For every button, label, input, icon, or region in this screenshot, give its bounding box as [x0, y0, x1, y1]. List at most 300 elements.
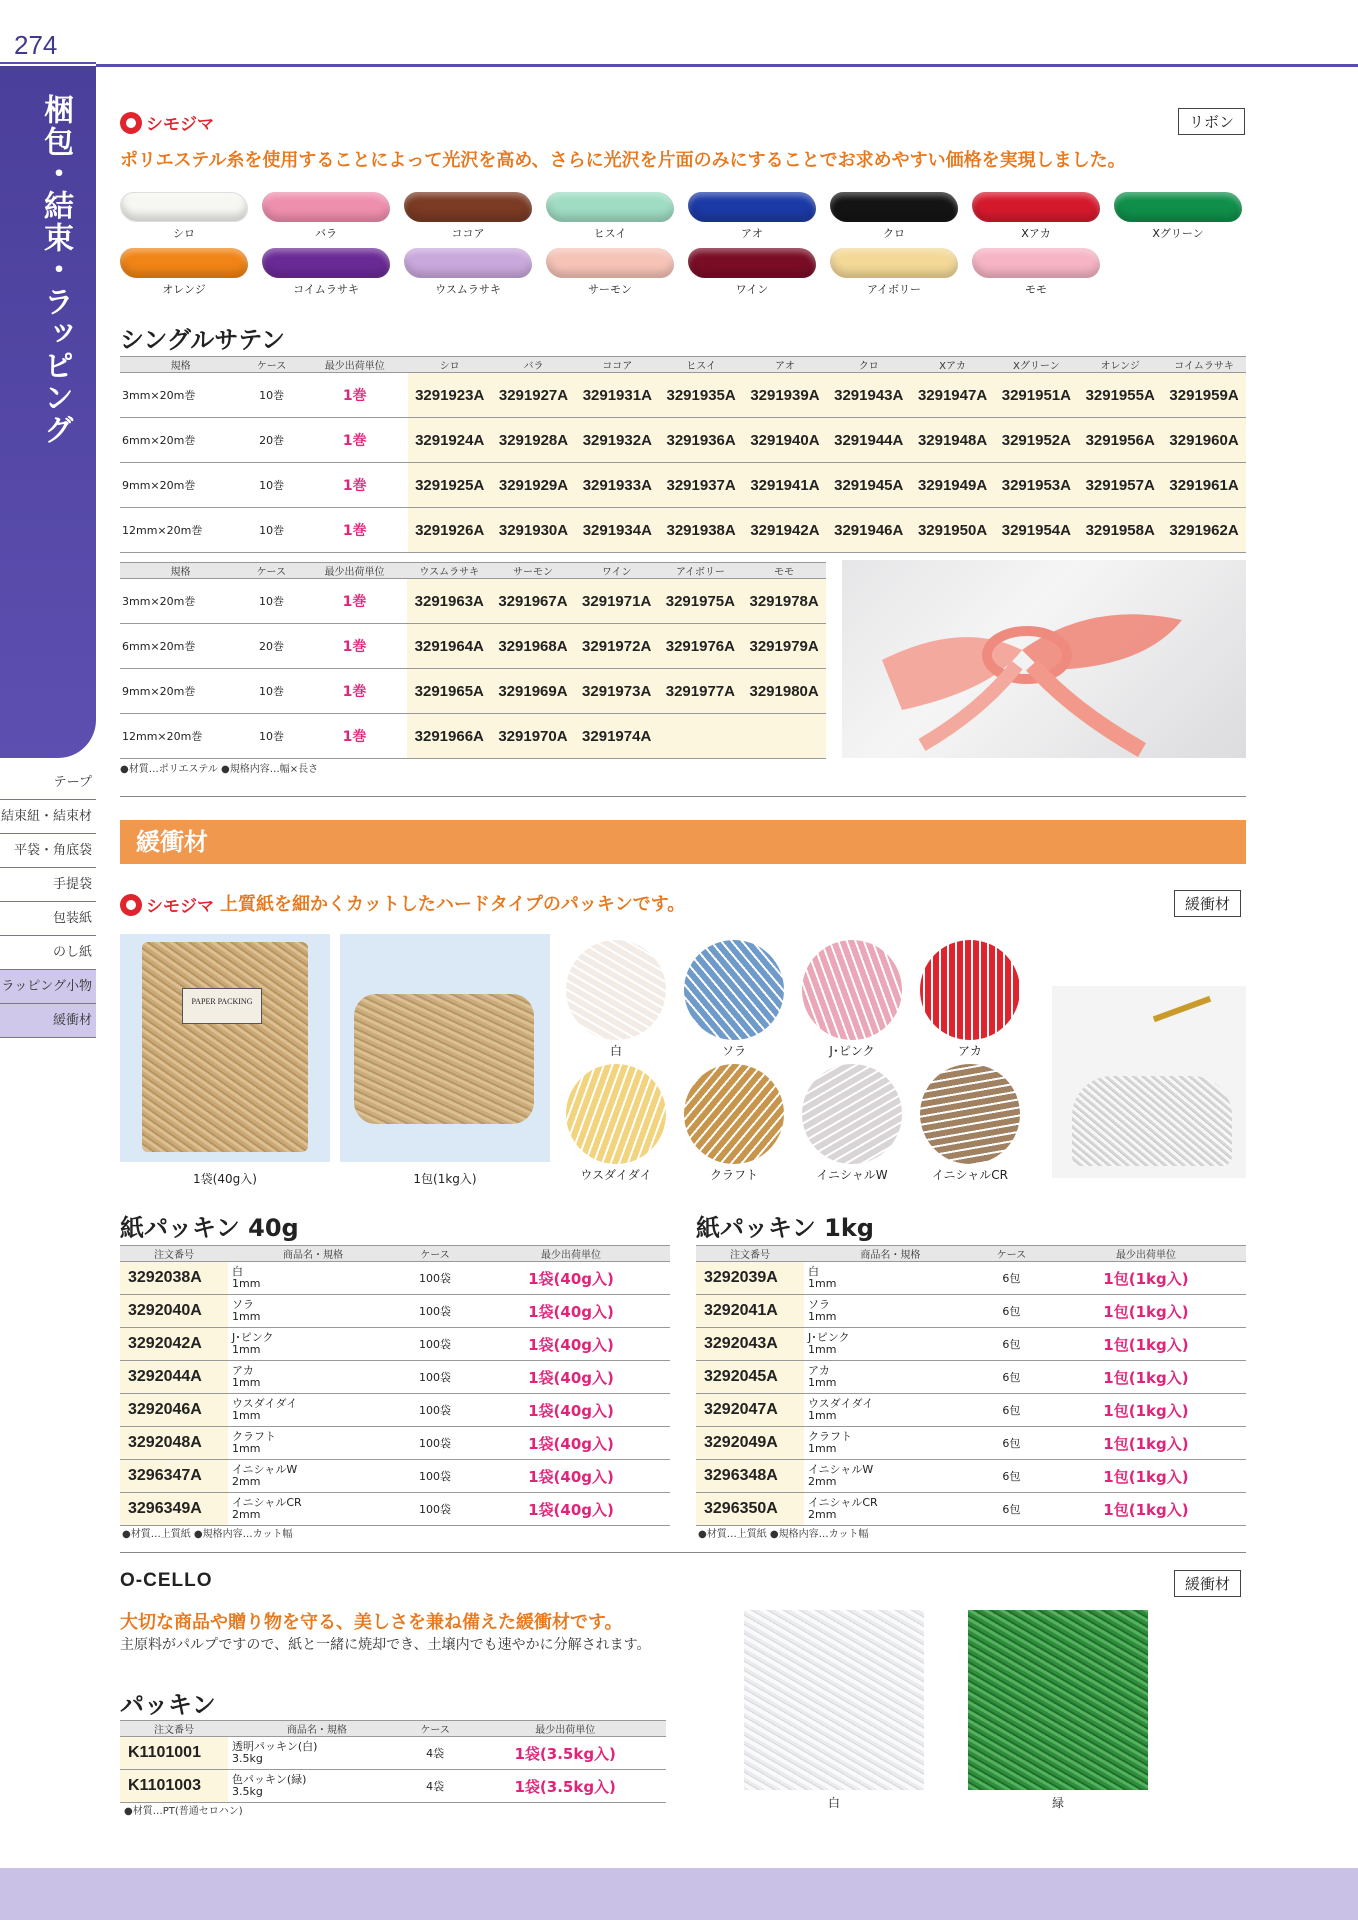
product-name: イニシャルW	[808, 1463, 874, 1476]
table-row	[120, 1460, 670, 1493]
ribbon-swatch	[262, 248, 390, 297]
product-name: アカ	[808, 1364, 830, 1377]
product-size: 1mm	[808, 1376, 837, 1389]
product-name-cell	[804, 1361, 977, 1394]
order-code-cell: 3291938A	[659, 508, 743, 553]
ocello-note: ●材質…PT(普通セロハン)	[124, 1806, 243, 1817]
table-row	[120, 579, 826, 624]
ribbon-color-label: ワイン	[735, 283, 769, 296]
ribbon-color-label: クロ	[883, 227, 905, 240]
min-unit-cell: 1包(1kg入)	[1046, 1262, 1246, 1295]
nav-item-bags[interactable]: 平袋・角底袋	[0, 834, 96, 868]
nav-item-wrapping-goods[interactable]: ラッピング小物	[0, 970, 96, 1004]
case-cell: 10巻	[241, 463, 302, 508]
order-code-cell: 3292045A	[696, 1361, 804, 1394]
order-code-cell: 3291980A	[742, 669, 826, 714]
case-cell: 20巻	[241, 418, 302, 463]
column-header: シロ	[408, 357, 492, 373]
order-code-cell: 3291956A	[1078, 418, 1162, 463]
product-size: 2mm	[232, 1508, 261, 1521]
ribbon-bow-photo	[842, 560, 1246, 758]
min-unit-cell: 1巻	[302, 714, 408, 759]
ribbon-swatch	[688, 192, 816, 241]
case-cell: 100袋	[398, 1361, 472, 1394]
product-name: ウスダイダイ	[808, 1397, 874, 1410]
ribbon-swatch	[688, 248, 816, 297]
ribbon-color-label: ウスムラサキ	[435, 283, 501, 296]
column-header: 商品名・規格	[228, 1721, 406, 1737]
cushion-section-band: 緩衝材	[120, 820, 1246, 864]
order-code-cell: 3291941A	[743, 463, 827, 508]
ribbon-14-color	[830, 248, 958, 278]
table-row	[120, 1295, 670, 1328]
order-code-cell: 3291933A	[575, 463, 659, 508]
min-unit-cell: 1巻	[302, 373, 408, 418]
column-header: ワイン	[575, 563, 659, 579]
satin-table-2	[120, 562, 826, 759]
column-header: ウスムラサキ	[407, 563, 491, 579]
spec-cell: 9mm×20m巻	[120, 669, 241, 714]
ribbon-color-label: アイボリー	[866, 283, 921, 296]
order-code-cell: 3292040A	[120, 1295, 228, 1328]
ribbon-color-label: アオ	[741, 227, 763, 240]
table-row	[120, 1737, 666, 1770]
bag-40g-caption: 1袋(40g入)	[193, 1172, 257, 1186]
packing-swatch-1	[566, 940, 666, 1040]
order-code-cell: 3291954A	[994, 508, 1078, 553]
table-row	[120, 1361, 670, 1394]
nav-item-noshi[interactable]: のし紙	[0, 936, 96, 970]
table-row	[696, 1394, 1246, 1427]
case-cell: 100袋	[398, 1328, 472, 1361]
nav-item-cushioning[interactable]: 緩衝材	[0, 1004, 96, 1038]
brand-logo-2: シモジマ	[120, 892, 214, 917]
order-code-cell: 3292044A	[120, 1361, 228, 1394]
ribbon-6-color	[830, 192, 958, 222]
order-code-cell: 3291923A	[408, 373, 492, 418]
ribbon-color-label: Xアカ	[1021, 227, 1051, 240]
product-name-cell	[228, 1394, 398, 1427]
product-size: 2mm	[232, 1475, 261, 1488]
spec-cell: 12mm×20m巻	[120, 714, 241, 759]
page-number: 274	[14, 30, 58, 60]
order-code-cell: 3291978A	[742, 579, 826, 624]
table-row	[120, 1394, 670, 1427]
case-cell: 100袋	[398, 1394, 472, 1427]
ribbon-15-color	[972, 248, 1100, 278]
min-unit-cell: 1巻	[302, 508, 408, 553]
product-name: 透明パッキン(白)	[232, 1740, 318, 1753]
ribbon-color-label: シロ	[173, 227, 195, 240]
min-unit-cell: 1袋(40g入)	[472, 1493, 670, 1526]
order-code-cell: 3291934A	[575, 508, 659, 553]
packing-swatch-label: 白	[609, 1044, 622, 1058]
column-header: ケース	[398, 1246, 472, 1262]
bag-label: PAPER PACKING	[182, 988, 262, 1024]
product-name-cell	[228, 1770, 406, 1803]
column-header: 最少出荷単位	[472, 1246, 670, 1262]
product-name: イニシャルCR	[808, 1496, 878, 1509]
order-code-cell: 3291924A	[408, 418, 492, 463]
product-name-cell	[804, 1295, 977, 1328]
case-cell: 6包	[977, 1394, 1046, 1427]
ribbon-color-label: コイムラサキ	[293, 283, 359, 296]
case-cell: 4袋	[406, 1770, 465, 1803]
order-code-cell: 3291973A	[575, 669, 659, 714]
ocello-catchcopy: 大切な商品や贈り物を守る、美しさを兼ね備えた緩衝材です。	[120, 1612, 623, 1633]
nav-item-binding[interactable]: 結束紐・結束材	[0, 800, 96, 834]
spec-cell: 6mm×20m巻	[120, 418, 241, 463]
category-tag-2: 緩衝材	[1174, 890, 1241, 917]
column-header: オレンジ	[1078, 357, 1162, 373]
case-cell: 6包	[977, 1361, 1046, 1394]
product-name: J･ピンク	[232, 1331, 274, 1344]
table-row	[120, 1427, 670, 1460]
spec-cell: 12mm×20m巻	[120, 508, 241, 553]
satin-table-1	[120, 356, 1246, 553]
order-code-cell: 3291947A	[911, 373, 995, 418]
table-row	[696, 1361, 1246, 1394]
case-cell: 6包	[977, 1460, 1046, 1493]
product-size: 1mm	[232, 1343, 261, 1356]
product-name-cell	[228, 1295, 398, 1328]
chapter-title: 梱包・結束・ラッピング	[38, 94, 73, 446]
ribbon-swatch	[262, 192, 390, 241]
packing-swatch-3	[802, 940, 902, 1040]
product-size: 3.5kg	[232, 1752, 263, 1765]
order-code-cell: 3291968A	[491, 624, 575, 669]
case-cell: 10巻	[241, 669, 302, 714]
packing-swatch-7	[802, 1064, 902, 1164]
ribbon-catchcopy: ポリエステル糸を使用することによって光沢を高め、さらに光沢を片面のみにすることでお求めやすい価格を実現しました。	[120, 150, 1126, 171]
packing-swatch-label: イニシャルCR	[932, 1168, 1008, 1182]
min-unit-cell: 1袋(40g入)	[472, 1262, 670, 1295]
case-cell: 10巻	[241, 373, 302, 418]
satin-title: シングルサテン	[120, 326, 285, 354]
product-name-cell	[804, 1328, 977, 1361]
chapter-nav	[0, 766, 96, 1038]
pack-1kg-caption: 1包(1kg入)	[413, 1172, 477, 1186]
paper-packing-1kg-note: ●材質…上質紙 ●規格内容…カット幅	[698, 1529, 869, 1540]
packing-swatch-label: ソラ	[721, 1044, 746, 1058]
paper-packing-1kg-title: 紙パッキン 1kg	[696, 1214, 874, 1242]
min-unit-cell: 1巻	[302, 418, 408, 463]
table-row	[120, 669, 826, 714]
nav-item-tape[interactable]: テープ	[0, 766, 96, 800]
order-code-cell: 3291946A	[827, 508, 911, 553]
order-code-cell: 3291939A	[743, 373, 827, 418]
product-name-cell	[228, 1361, 398, 1394]
order-code-cell: 3292043A	[696, 1328, 804, 1361]
ribbon-color-label: サーモン	[588, 283, 632, 296]
order-code-cell	[742, 714, 826, 759]
ocello-white-label: 白	[827, 1796, 840, 1810]
category-tag-3: 緩衝材	[1174, 1570, 1241, 1597]
column-header: 商品名・規格	[228, 1246, 398, 1262]
case-cell: 6包	[977, 1262, 1046, 1295]
column-header: ココア	[575, 357, 659, 373]
order-code-cell: 3291945A	[827, 463, 911, 508]
column-header: 規格	[120, 563, 241, 579]
table-row	[696, 1460, 1246, 1493]
column-header: Xアカ	[911, 357, 995, 373]
product-name: ソラ	[232, 1298, 254, 1311]
order-code-cell: 3291958A	[1078, 508, 1162, 553]
ribbon-9-color	[120, 248, 248, 278]
order-code-cell: 3291942A	[743, 508, 827, 553]
product-name-cell	[804, 1427, 977, 1460]
ribbon-11-color	[404, 248, 532, 278]
ribbon-5-color	[688, 192, 816, 222]
product-name-cell	[804, 1460, 977, 1493]
ribbon-color-label: オレンジ	[162, 283, 206, 296]
top-rule	[96, 64, 1358, 67]
order-code-cell: 3291979A	[742, 624, 826, 669]
order-code-cell: 3291943A	[827, 373, 911, 418]
table-row	[696, 1427, 1246, 1460]
packing-swatch-6	[684, 1064, 784, 1164]
order-code-cell: 3291971A	[575, 579, 659, 624]
ribbon-12-color	[546, 248, 674, 278]
product-name-cell	[228, 1427, 398, 1460]
ribbon-swatch	[972, 248, 1100, 297]
bag-40g-photo	[120, 934, 330, 1162]
case-cell: 20巻	[241, 624, 302, 669]
order-code-cell: 3291936A	[659, 418, 743, 463]
ribbon-swatch	[404, 248, 532, 297]
column-header: アイボリー	[659, 563, 743, 579]
order-code-cell: 3291974A	[575, 714, 659, 759]
column-header: ケース	[406, 1721, 465, 1737]
order-code-cell: 3291969A	[491, 669, 575, 714]
order-code-cell: 3292041A	[696, 1295, 804, 1328]
ribbon-3-color	[404, 192, 532, 222]
case-cell: 6包	[977, 1493, 1046, 1526]
order-code-cell: 3291935A	[659, 373, 743, 418]
order-code-cell: 3291928A	[492, 418, 576, 463]
table-row	[120, 714, 826, 759]
table-row	[120, 1770, 666, 1803]
ocello-packing-title: パッキン	[120, 1691, 216, 1719]
product-size: 1mm	[232, 1376, 261, 1389]
column-header: 注文番号	[120, 1246, 228, 1262]
ribbon-7-color	[972, 192, 1100, 222]
order-code-cell: 3291955A	[1078, 373, 1162, 418]
column-header: バラ	[492, 357, 576, 373]
column-header: 最少出荷単位	[1046, 1246, 1246, 1262]
product-name-cell	[228, 1328, 398, 1361]
column-header: クロ	[827, 357, 911, 373]
column-header: コイムラサキ	[1162, 357, 1246, 373]
order-code-cell: 3291976A	[659, 624, 743, 669]
table-row	[120, 1262, 670, 1295]
ribbon-swatch	[972, 192, 1100, 241]
product-size: 1mm	[808, 1277, 837, 1290]
spec-cell: 3mm×20m巻	[120, 373, 241, 418]
table-row	[120, 373, 1246, 418]
min-unit-cell: 1袋(40g入)	[472, 1427, 670, 1460]
column-header: モモ	[742, 563, 826, 579]
order-code-cell: 3292048A	[120, 1427, 228, 1460]
case-cell: 100袋	[398, 1427, 472, 1460]
order-code-cell: 3292047A	[696, 1394, 804, 1427]
ribbon-bow-image	[842, 560, 1246, 758]
table-row	[120, 508, 1246, 553]
order-code-cell: 3291949A	[911, 463, 995, 508]
column-header: 最少出荷単位	[464, 1721, 666, 1737]
product-name-cell	[804, 1394, 977, 1427]
product-size: 1mm	[232, 1310, 261, 1323]
spec-cell: 3mm×20m巻	[120, 579, 241, 624]
min-unit-cell: 1包(1kg入)	[1046, 1361, 1246, 1394]
product-name: イニシャルW	[232, 1463, 298, 1476]
order-code-cell: 3291931A	[575, 373, 659, 418]
order-code-cell: 3296348A	[696, 1460, 804, 1493]
nav-item-wrapping-paper[interactable]: 包装紙	[0, 902, 96, 936]
ribbon-2-color	[262, 192, 390, 222]
ribbon-swatch	[546, 192, 674, 241]
min-unit-cell: 1包(1kg入)	[1046, 1427, 1246, 1460]
min-unit-cell: 1巻	[302, 624, 408, 669]
paper-packing-40g-title: 紙パッキン 40g	[120, 1214, 299, 1242]
ribbon-1-color	[120, 192, 248, 222]
ocello-green-photo	[968, 1610, 1148, 1790]
order-code-cell: 3291957A	[1078, 463, 1162, 508]
table-row	[696, 1262, 1246, 1295]
product-size: 1mm	[808, 1442, 837, 1455]
case-cell: 6包	[977, 1427, 1046, 1460]
packing-swatch-8	[920, 1064, 1020, 1164]
order-code-cell: 3296349A	[120, 1493, 228, 1526]
column-header: 最少出荷単位	[302, 563, 408, 579]
order-code-cell: 3291964A	[407, 624, 491, 669]
column-header: ヒスイ	[659, 357, 743, 373]
order-code-cell: 3291975A	[659, 579, 743, 624]
case-cell: 6包	[977, 1328, 1046, 1361]
order-code-cell: 3291925A	[408, 463, 492, 508]
order-code-cell: 3291977A	[659, 669, 743, 714]
ocello-subtext: 主原料がパルプですので、紙と一緒に焼却でき、土壌内でも速やかに分解されます。	[120, 1637, 651, 1653]
pack-1kg-photo	[340, 934, 550, 1162]
min-unit-cell: 1包(1kg入)	[1046, 1460, 1246, 1493]
cushion-catchcopy: 上質紙を細かくカットしたハードタイプのパッキンです。	[220, 894, 686, 915]
product-name-cell	[228, 1493, 398, 1526]
paper-packing-1kg-table	[696, 1245, 1246, 1526]
product-size: 2mm	[808, 1475, 837, 1488]
product-size: 3.5kg	[232, 1785, 263, 1798]
ribbon-color-label: バラ	[315, 227, 337, 240]
order-code-cell: 3291972A	[575, 624, 659, 669]
product-name-cell	[804, 1262, 977, 1295]
table-row	[120, 418, 1246, 463]
min-unit-cell: 1袋(40g入)	[472, 1361, 670, 1394]
case-cell: 4袋	[406, 1737, 465, 1770]
order-code-cell: 3291927A	[492, 373, 576, 418]
product-name: 色パッキン(緑)	[232, 1773, 307, 1786]
product-name-cell	[804, 1493, 977, 1526]
min-unit-cell: 1巻	[302, 579, 408, 624]
ribbon-swatch	[830, 192, 958, 241]
product-name-cell	[228, 1737, 406, 1770]
order-code-cell: 3291963A	[407, 579, 491, 624]
shimojima-logo-icon	[120, 894, 142, 916]
packing-swatch-4	[920, 940, 1020, 1040]
ribbon-swatch	[546, 248, 674, 297]
order-code-cell: 3292046A	[120, 1394, 228, 1427]
min-unit-cell: 1巻	[302, 669, 408, 714]
nav-item-handbags[interactable]: 手提袋	[0, 868, 96, 902]
min-unit-cell: 1巻	[302, 463, 408, 508]
order-code-cell: 3291953A	[994, 463, 1078, 508]
ribbon-color-label: ヒスイ	[593, 227, 627, 240]
order-code-cell: 3291937A	[659, 463, 743, 508]
min-unit-cell: 1包(1kg入)	[1046, 1493, 1246, 1526]
case-cell: 10巻	[241, 579, 302, 624]
ribbon-4-color	[546, 192, 674, 222]
ribbon-10-color	[262, 248, 390, 278]
order-code-cell	[659, 714, 743, 759]
case-cell: 6包	[977, 1295, 1046, 1328]
product-name: 白	[232, 1265, 243, 1278]
order-code-cell: 3291966A	[407, 714, 491, 759]
brand-logo: シモジマ	[120, 110, 214, 135]
order-code-cell: 3291970A	[491, 714, 575, 759]
product-size: 1mm	[808, 1343, 837, 1356]
table-row	[120, 1328, 670, 1361]
product-size: 2mm	[808, 1508, 837, 1521]
min-unit-cell: 1包(1kg入)	[1046, 1394, 1246, 1427]
product-name: クラフト	[808, 1430, 852, 1443]
ocello-logo: O-CELLO	[120, 1570, 213, 1591]
divider-2	[120, 1552, 1246, 1553]
order-code-cell: 3291944A	[827, 418, 911, 463]
case-cell: 100袋	[398, 1295, 472, 1328]
order-code-cell: 3291967A	[491, 579, 575, 624]
order-code-cell: 3296350A	[696, 1493, 804, 1526]
column-header: 注文番号	[696, 1246, 804, 1262]
order-code-cell: 3291929A	[492, 463, 576, 508]
ribbon-swatch	[120, 192, 248, 241]
product-name: ウスダイダイ	[232, 1397, 298, 1410]
packing-swatch-label: アカ	[958, 1044, 982, 1058]
order-code-cell: K1101003	[120, 1770, 228, 1803]
table-row	[120, 1493, 670, 1526]
packing-swatch-label: クラフト	[709, 1168, 758, 1182]
product-name: 白	[808, 1265, 819, 1278]
min-unit-cell: 1袋(40g入)	[472, 1295, 670, 1328]
chapter-tab	[0, 66, 96, 758]
ribbon-13-color	[688, 248, 816, 278]
product-name-cell	[228, 1460, 398, 1493]
min-unit-cell: 1包(1kg入)	[1046, 1295, 1246, 1328]
case-cell: 100袋	[398, 1493, 472, 1526]
product-name: ソラ	[808, 1298, 830, 1311]
case-cell: 100袋	[398, 1262, 472, 1295]
order-code-cell: 3292039A	[696, 1262, 804, 1295]
case-cell: 100袋	[398, 1460, 472, 1493]
shimojima-logo-icon	[120, 112, 142, 134]
order-code-cell: 3292049A	[696, 1427, 804, 1460]
ocello-packing-table	[120, 1720, 666, 1803]
table-row	[120, 624, 826, 669]
packing-swatch-2	[684, 940, 784, 1040]
order-code-cell: 3292038A	[120, 1262, 228, 1295]
ribbon-swatch	[404, 192, 532, 241]
packing-bag-photo	[1052, 986, 1246, 1178]
order-code-cell: 3291959A	[1162, 373, 1246, 418]
min-unit-cell: 1袋(40g入)	[472, 1460, 670, 1493]
product-size: 1mm	[808, 1310, 837, 1323]
